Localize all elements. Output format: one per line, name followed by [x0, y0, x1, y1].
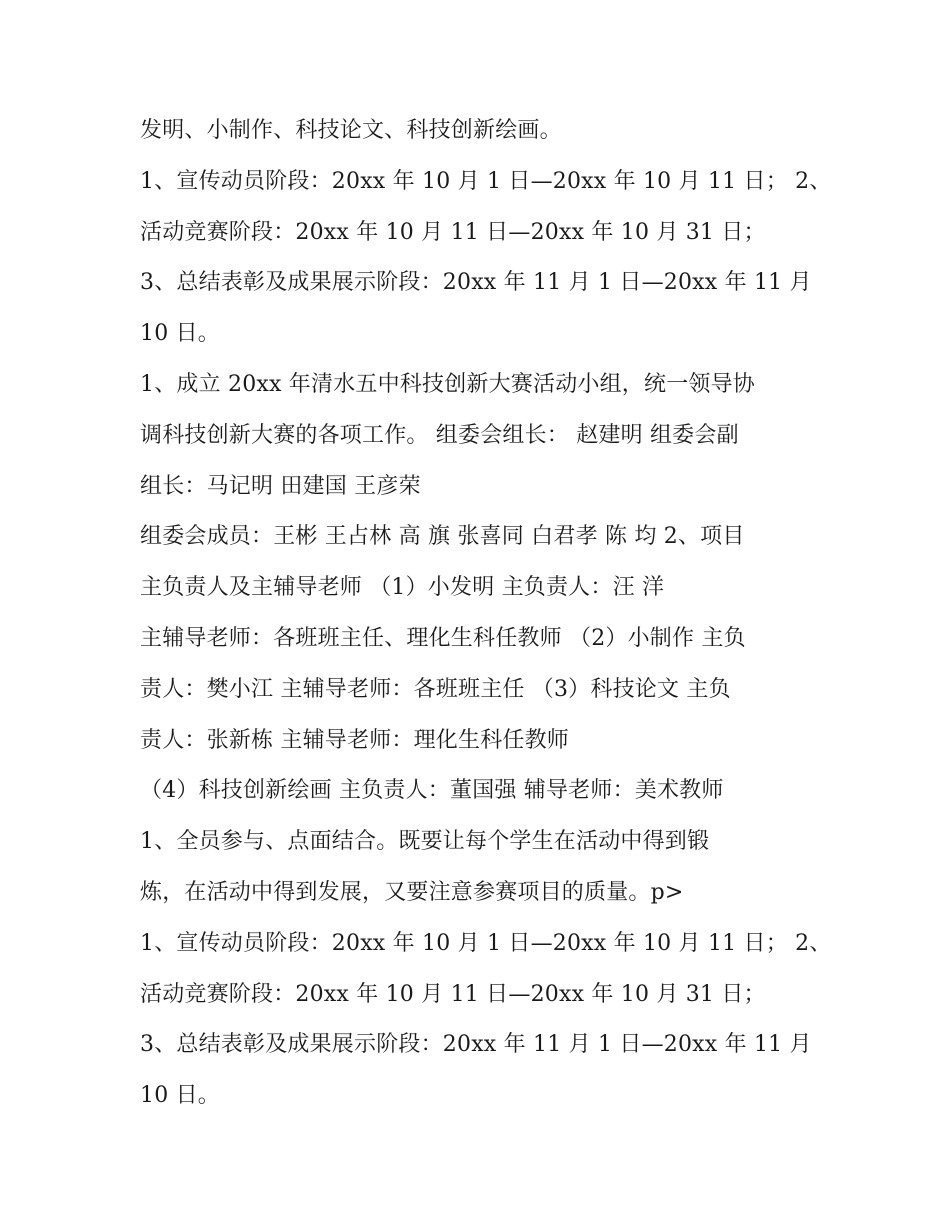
text-line-11: 主辅导老师：各班班主任、理化生科任教师 （2）小制作 主负	[140, 625, 746, 651]
text-line-14: （4）科技创新绘画 主负责人：董国强 辅导老师：美术教师	[140, 778, 724, 804]
text-line-18: 活动竞赛阶段：20xx 年 10 月 11 日—20xx 年 10 月 31 日；	[140, 981, 766, 1007]
text-line-10: 主负责人及主辅导老师 （1）小发明 主负责人：汪 洋	[140, 575, 665, 601]
text-line-9: 组委会成员：王彬 王占林 高 旗 张喜同 白君孝 陈 均 2、项目	[140, 524, 745, 550]
text-line-7: 调科技创新大赛的各项工作。 组委会组长： 赵建明 组委会副	[140, 422, 739, 448]
text-line-8: 组长：马记明 田建国 王彦荣	[140, 473, 421, 499]
text-line-3: 活动竞赛阶段：20xx 年 10 月 11 日—20xx 年 10 月 31 日；	[140, 219, 766, 245]
text-line-13: 责人：张新栋 主辅导老师：理化生科任教师	[140, 727, 569, 753]
text-line-5: 10 日。	[140, 321, 220, 347]
text-line-2: 1、宣传动员阶段：20xx 年 10 月 1 日—20xx 年 10 月 11 日； 2、	[140, 168, 832, 194]
document-body	[140, 106, 832, 1122]
text-line-6: 1、成立 20xx 年清水五中科技创新大赛活动小组，统一领导协	[140, 371, 755, 397]
text-line-16: 炼，在活动中得到发展，又要注意参赛项目的质量。p>	[140, 879, 684, 905]
text-line-4: 3、总结表彰及成果展示阶段：20xx 年 11 月 1 日—20xx 年 11 月	[140, 270, 812, 296]
text-line-1: 发明、小制作、科技论文、科技创新绘画。	[140, 118, 562, 143]
text-line-20: 10 日。	[140, 1083, 220, 1109]
text-line-19: 3、总结表彰及成果展示阶段：20xx 年 11 月 1 日—20xx 年 11 月	[140, 1032, 812, 1058]
text-line-15: 1、全员参与、点面结合。既要让每个学生在活动中得到锻	[140, 829, 710, 855]
text-line-17: 1、宣传动员阶段：20xx 年 10 月 1 日—20xx 年 10 月 11 日； 2、	[140, 930, 832, 956]
text-line-12: 责人：樊小江 主辅导老师：各班班主任 （3）科技论文 主负	[140, 676, 731, 702]
